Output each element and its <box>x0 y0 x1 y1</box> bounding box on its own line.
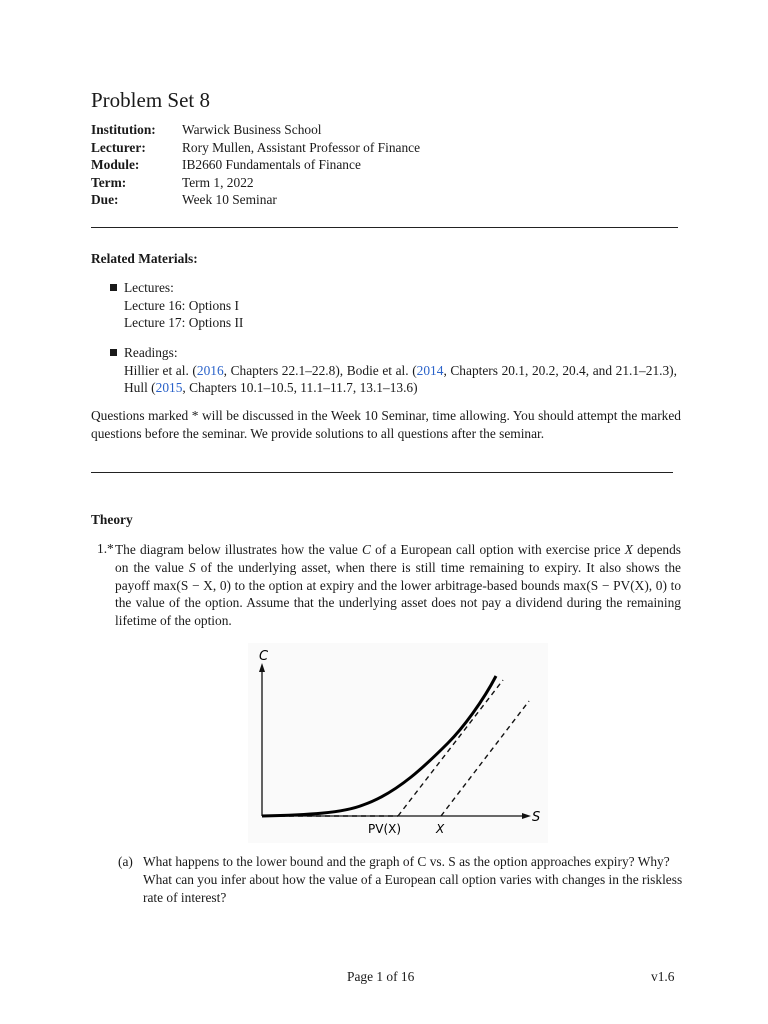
meta-row-due <box>91 191 420 209</box>
call-option-diagram <box>248 643 548 843</box>
citation-link-hillier[interactable]: 2016 <box>196 362 224 378</box>
readings-fragment: , Chapters 22.1–22.8), Bodie et al. ( <box>223 362 417 378</box>
readings-fragment: , Chapters 20.1, 20.2, 20.4, and 21.1–21.3), Hull ( <box>124 362 677 395</box>
meta-row-term <box>91 174 420 192</box>
bullet-square-icon <box>110 349 117 356</box>
meta-value: IB2660 Fundamentals of Finance <box>182 157 361 172</box>
intro-paragraph: Questions marked * will be discussed in the Week 10 Seminar, time allowing. You should attempt the marked questions before the seminar. We provide solutions to all questions after the seminar. <box>91 408 681 441</box>
q-math: S <box>188 559 196 575</box>
readings-fragment: , Chapters 10.1–10.5, 11.1–11.7, 13.1–13.6) <box>182 380 418 395</box>
x-axis-label: S <box>532 810 541 825</box>
meta-row-institution <box>91 121 420 139</box>
question-number: 1.* <box>97 541 114 556</box>
meta-row-lecturer <box>91 139 420 157</box>
related-materials-heading: Related Materials: <box>91 251 198 266</box>
bound-formula: max(S − PV(X), 0) <box>563 577 667 593</box>
meta-key: Term: <box>91 174 127 190</box>
q-fragment: to the option at expiry and the lower arbitrage-based bounds <box>230 577 564 593</box>
pvx-tick-label: PV(X) <box>368 822 402 836</box>
meta-key: Due: <box>91 192 119 207</box>
readings-fragment: Hillier et al. ( <box>124 362 197 378</box>
readings-label: Readings: <box>124 345 178 360</box>
meta-value: Week 10 Seminar <box>182 192 277 207</box>
payoff-formula: max(S − X, 0) <box>153 577 231 593</box>
page-title: Problem Set 8 <box>91 88 210 112</box>
page-number: Page 1 of 16 <box>347 969 415 984</box>
lectures-label: Lectures: <box>124 280 174 295</box>
y-axis-label: C <box>259 649 269 664</box>
q-fragment: to the value of the option. Assume that the underlying asset does not pay a dividend during the remaining lifetime of the option. <box>115 577 682 629</box>
q-math: X <box>624 542 633 557</box>
x-tick-label: X <box>436 822 445 836</box>
q-fragment: of a European call option with exercise price <box>370 542 625 557</box>
meta-key: Institution: <box>91 122 156 137</box>
meta-key: Module: <box>91 157 140 172</box>
metadata-table <box>91 121 420 209</box>
subquestion-text: What happens to the lower bound and the graph of C vs. S as the option approaches expiry? Why? What can you infer about how the value of a European call option varies with changes in the riskless rate of interest? <box>143 854 683 905</box>
readings-text <box>124 362 677 397</box>
q-fragment: The diagram below illustrates how the value <box>115 542 363 557</box>
meta-value: Rory Mullen, Assistant Professor of Finance <box>182 139 421 155</box>
q-fragment: depends on the value <box>115 542 681 575</box>
readings-bullet <box>110 344 677 397</box>
subquestion-a <box>118 853 684 907</box>
q-fragment: of the underlying asset, when there is still time remaining to expiry. It also shows the payoff <box>115 559 681 593</box>
subquestion-label: (a) <box>118 854 133 869</box>
meta-row-module <box>91 156 420 174</box>
version-label: v1.6 <box>651 969 675 984</box>
citation-link-hull[interactable]: 2015 <box>155 380 183 395</box>
q-math: C <box>362 542 371 557</box>
lecture-item: Lecture 17: Options II <box>124 315 244 330</box>
lectures-bullet <box>110 279 677 332</box>
diagram-background <box>248 643 548 843</box>
meta-value: Term 1, 2022 <box>182 174 254 190</box>
meta-key: Lecturer: <box>91 139 146 155</box>
lecture-item: Lecture 16: Options I <box>124 297 239 313</box>
meta-value: Warwick Business School <box>182 122 322 137</box>
citation-link-bodie[interactable]: 2014 <box>416 362 444 378</box>
theory-heading: Theory <box>91 512 133 527</box>
section-divider <box>91 472 673 473</box>
header-divider <box>91 227 678 228</box>
question-text <box>115 541 681 630</box>
bullet-square-icon <box>110 284 117 291</box>
